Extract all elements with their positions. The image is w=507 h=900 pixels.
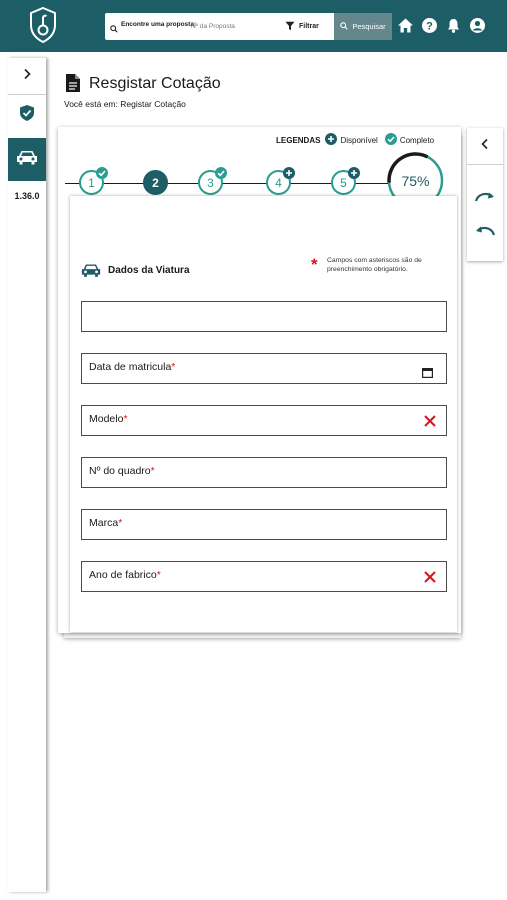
plus-badge-icon: [283, 167, 295, 179]
section-title: Dados da Viatura: [108, 265, 190, 276]
manufacture-year-field[interactable]: [81, 561, 447, 592]
top-bar: [0, 0, 507, 52]
field-label: [89, 361, 175, 373]
legend-title: LEGENDAS: [276, 135, 321, 145]
required-mark: *: [171, 361, 176, 373]
undo-button[interactable]: [467, 220, 503, 246]
check-circle-icon: [385, 133, 397, 147]
chassis-number-field[interactable]: [81, 457, 447, 488]
step-1[interactable]: [79, 170, 104, 195]
step-5[interactable]: [331, 170, 356, 195]
sidebar-item-insurance[interactable]: [8, 95, 46, 135]
required-asterisk-icon: *: [311, 255, 318, 274]
progress-percent: 75%: [401, 173, 430, 189]
user-icon[interactable]: [469, 17, 486, 34]
field-label-text: Marca: [89, 517, 119, 529]
clear-x-icon[interactable]: [423, 570, 437, 589]
car-icon: [15, 148, 39, 171]
filter-label: Filtrar: [299, 23, 319, 30]
calendar-icon[interactable]: [422, 365, 433, 383]
page-title: Resgistar Cotação: [89, 75, 221, 92]
help-icon[interactable]: [421, 17, 438, 34]
step-4[interactable]: [266, 170, 291, 195]
required-mark: *: [123, 413, 128, 425]
search-button[interactable]: [334, 13, 392, 40]
step-number: 5: [340, 175, 347, 190]
step-number: 2: [152, 175, 159, 190]
app-logo-icon[interactable]: [28, 6, 58, 44]
sidebar-collapse-button[interactable]: [8, 58, 46, 94]
check-badge-icon: [215, 167, 227, 179]
search-icon: [340, 22, 348, 32]
search-button-label: Pesquisar: [352, 22, 386, 31]
breadcrumb: Você está em: Registar Cotação: [64, 99, 186, 109]
required-mark: *: [156, 569, 161, 581]
top-icons: [397, 17, 486, 34]
legend-available-label: Disponível: [340, 135, 378, 145]
legend: [276, 133, 434, 147]
legend-complete-label: Completo: [399, 135, 435, 145]
step-3[interactable]: [198, 170, 223, 195]
search-prefix-label: Encontre uma proposta:: [121, 21, 197, 28]
home-icon[interactable]: [397, 17, 414, 34]
toolbar-collapse-button[interactable]: [467, 128, 503, 164]
field-label: [89, 465, 155, 477]
field-label-text: Modelo: [89, 413, 124, 425]
plus-badge-icon: [348, 167, 360, 179]
field-label-text: Data de matricula: [89, 361, 172, 373]
required-mark: *: [150, 465, 155, 477]
right-toolbar: [467, 128, 503, 261]
registration-date-field[interactable]: [81, 353, 447, 384]
step-number: 4: [275, 175, 282, 190]
chevron-right-icon: [22, 67, 32, 85]
brand-field[interactable]: [81, 509, 447, 540]
search-icon: [110, 20, 118, 38]
field-label-text: Nº do quadro: [89, 465, 151, 477]
filter-button[interactable]: [285, 18, 319, 35]
step-number: 1: [88, 175, 95, 190]
toolbar-divider: [467, 164, 503, 165]
vehicle-field-unlabeled[interactable]: [81, 301, 447, 332]
redo-icon: [474, 190, 496, 209]
proposal-search-bar: [105, 13, 392, 40]
svg-text:?: ?: [426, 20, 433, 33]
shield-check-icon: [19, 104, 35, 127]
sidebar-item-vehicle[interactable]: [8, 138, 46, 181]
field-label: [89, 517, 122, 529]
redo-button[interactable]: [467, 186, 503, 212]
filter-icon: [285, 21, 295, 33]
clear-x-icon[interactable]: [423, 414, 437, 433]
model-field[interactable]: [81, 405, 447, 436]
plus-circle-icon: [325, 133, 337, 147]
document-icon: [66, 74, 80, 97]
field-label: [89, 413, 128, 425]
step-number: 3: [207, 175, 214, 190]
left-sidebar: [8, 58, 46, 892]
required-mark: *: [118, 517, 123, 529]
chevron-left-icon: [480, 137, 490, 155]
check-badge-icon: [96, 167, 108, 179]
proposal-search-input[interactable]: [191, 19, 281, 33]
car-icon: [80, 261, 102, 284]
required-note: Campos com asteriscos são de preenchimento obrigatório.: [327, 257, 422, 273]
bell-icon[interactable]: [445, 17, 462, 34]
field-label-text: Ano de fabrico: [89, 569, 157, 581]
undo-icon: [474, 224, 496, 243]
field-label: [89, 569, 161, 581]
step-2[interactable]: [143, 170, 168, 195]
app-version: 1.36.0: [14, 191, 40, 201]
